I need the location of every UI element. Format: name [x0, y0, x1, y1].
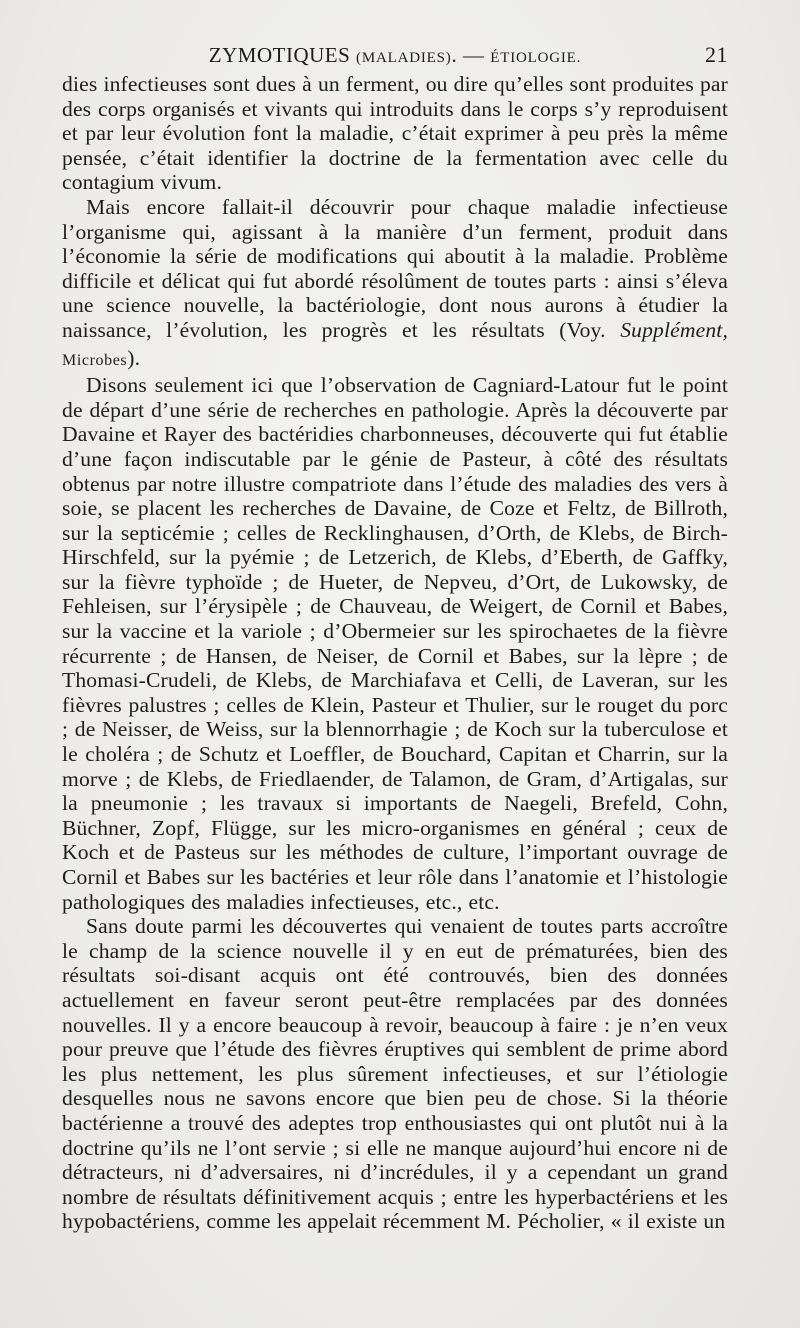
paragraph-continuation: dies infectieuses sont dues à un ferment, ou dire qu’elles sont produites par des corps organisés et vivants qui introduits dans le corps s’y reproduisent et par leur évolution font la maladie, c’était exprimer à peu près la même pensée, c’était identifier la doctrine de la fermentation avec celle du contagium vivum. [62, 72, 728, 195]
book-page [62, 38, 728, 1234]
paragraph-bacteriology [62, 195, 728, 373]
header-separator: . — [451, 43, 491, 67]
paragraph-text-end: ). [127, 345, 141, 370]
running-head [62, 38, 728, 72]
italic-reference: Supplément, [620, 317, 728, 342]
header-title: ZYMOTIQUES [208, 43, 357, 67]
header-subtitle: (MALADIES) [356, 50, 452, 66]
page-number: 21 [705, 42, 728, 67]
header-section: ÉTIOLOGIE. [490, 50, 582, 66]
body-text [62, 72, 728, 1234]
paragraph-research-list: Disons seulement ici que l’observation de Cagniard-Latour fut le point de départ d’une série de recherches en pathologie. Après la découverte par Davaine et Rayer des bactéridies charbonneuses, découverte qui fut établie d’une façon indiscutable par le génie de Pasteur, à côté des résultats obtenus par notre illustre compatriote dans l’étude des maladies des vers à soie, se placent les recherches de Davaine, de Coze et Feltz, de Billroth, sur la septicémie ; celles de Recklinghausen, d’Orth, de Klebs, de Birch-Hirschfeld, sur la pyémie ; de Letzerich, de Klebs, d’Eberth, de Gaffky, sur la fièvre typhoïde ; de Hueter, de Nepveu, d’Ort, de Lukowsky, de Fehleisen, sur l’érysipèle ; de Chauveau, de Weigert, de Cornil et Babes, sur la vaccine et la variole ; d’Obermeier sur les spirochaetes de la fièvre récurrente ; de Hansen, de Neiser, de Cornil et Babes, sur la lèpre ; de Thomasi-Crudeli, de Klebs, de Marchiafava et Celli, de Laveran, sur les fièvres palustres ; celles de Klein, Pasteur et Thulier, sur le rouget du porc ; de Neisser, de Weiss, sur la blennorrhagie ; de Koch sur la tuberculose et le choléra ; de Schutz et Loeffler, de Bouchard, Capitan et Charrin, sur la morve ; de Klebs, de Friedlaender, de Talamon, de Gram, d’Artigalas, sur la pneumonie ; les travaux si importants de Naegeli, Brefeld, Cohn, Büchner, Zopf, Flügge, sur les micro-organismes en général ; ceux de Koch et de Pasteus sur les méthodes de culture, l’important ouvrage de Cornil et Babes sur les bactéries et leur rôle dans l’anatomie et l’histologie pathologiques des maladies infectieuses, etc., etc. [62, 373, 728, 914]
paragraph-text: Mais encore fallait-il découvrir pour chaque maladie infectieuse l’organisme qui, agissant à la manière d’un ferment, produit dans l’économie la série de modifications qui aboutit à la maladie. Problème difficile et délicat qui fut abordé résolûment de toutes parts : ainsi s’éleva une science nouvelle, la bactériologie, dont nous aurons à étudier la naissance, l’évolution, les progrès et les résultats (Voy. [62, 194, 728, 342]
paragraph-discoveries: Sans doute parmi les découvertes qui venaient de toutes parts accroître le champ de la science nouvelle il y en eut de prématurées, bien des résultats soi-disant acquis ont été controuvés, bien des données actuellement en faveur seront peut-être remplacées par des données nouvelles. Il y a encore beaucoup à revoir, beaucoup à faire : je n’en veux pour preuve que l’étude des fièvres éruptives qui semblent de prime abord les plus nettement, les plus sûrement infectieuses, et sur l’étiologie desquelles nous ne savons encore que bien peu de chose. Si la théorie bactérienne a trouvé des adeptes trop enthousiastes qui ont plutôt nui à la doctrine qu’ils ne l’ont servie ; si elle ne manque aujourd’hui encore ni de détracteurs, ni d’adversaires, ni d’incrédules, il y a cependant un grand nombre de résultats définitivement acquis ; entre les hyperbactériens et les hypobactériens, comme les appelait récemment M. Pécholier, « il existe un [62, 914, 728, 1234]
smallcaps-reference: Microbes [62, 351, 128, 369]
